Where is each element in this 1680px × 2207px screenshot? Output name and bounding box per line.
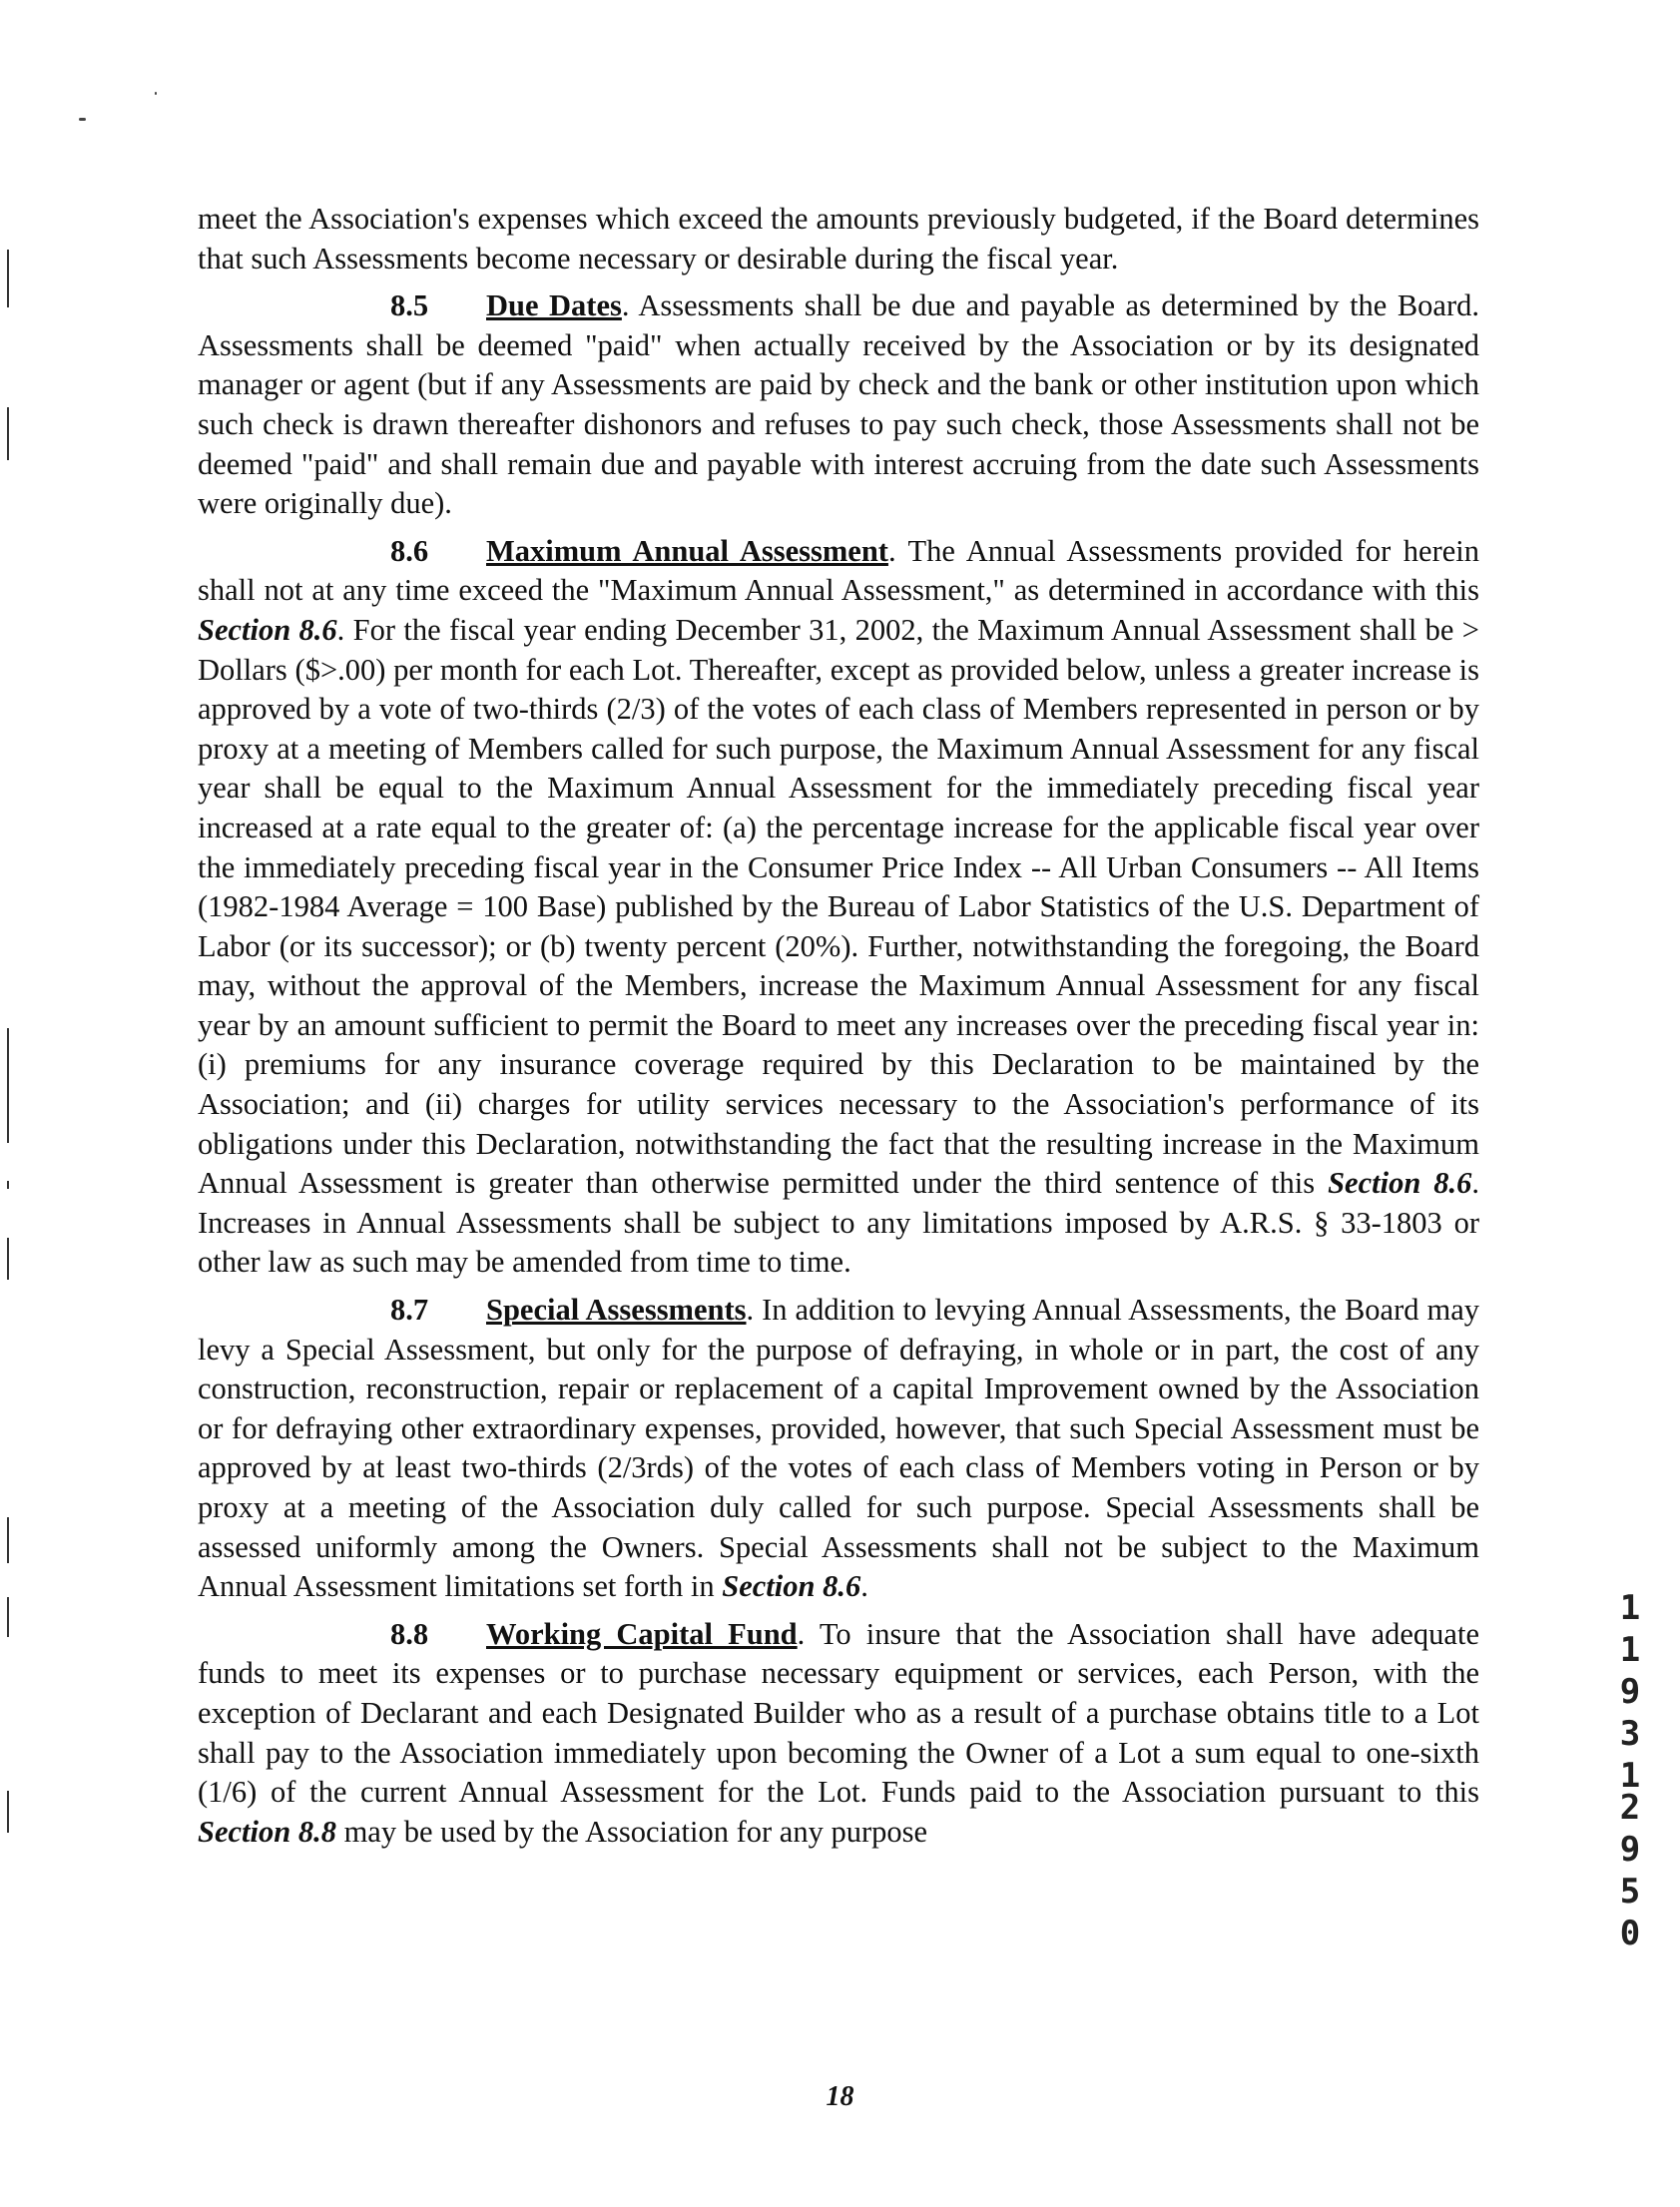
revision-bar xyxy=(7,250,9,307)
scan-speck xyxy=(155,92,157,95)
section-text: . For the fiscal year ending December 31, 2002, the Maximum Annual Assessment shall be > Dollars ($>.00) per month for each Lot. Thereafter, except as provided below, unless a greater increase is approved by a vote of two-thirds (2/3) of the votes of each class of Members represented in person or by proxy at a meeting of Members called for such purpose, the Maximum Annual Assessment for any fiscal year shall be equal to the Maximum Annual Assessment for the immediately preceding fiscal year increased at a rate equal to the greater of: (a) the percentage increase for the applicable fiscal year over the immediately preceding fiscal year in the Consumer Price Index -- All Urban Consumers -- All Items (1982-1984 Average = 100 Base) published by the Bureau of Labor Statistics of the U.S. Department of Labor (or its successor); or (b) twenty percent (20%). Further, notwithstanding the foregoing, the Board may, without the approval of the Members, increase the Maximum Annual Assessment for any fiscal year by an amount sufficient to permit the Board to meet any increases over the preceding fiscal year in: (i) premiums for any insurance coverage required by this Declaration to be maintained by the Association; and (ii) charges for utility services necessary to the Association's performance of its obligations under this Declaration, notwithstanding the fact that the resulting increase in the Maximum Annual Assessment is greater than otherwise permitted under the third sentence of this xyxy=(198,612,1480,1201)
revision-bar xyxy=(7,1791,9,1833)
section-reference: Section 8.8 xyxy=(198,1814,336,1849)
scan-speck xyxy=(79,118,86,121)
section-8-5 xyxy=(198,286,1479,524)
section-text: . To insure that the Association shall have adequate funds to meet its expenses or to purchase necessary equipment or services, each Person, with the exception of Declarant and each Designated Builder who as a result of a purchase obtains title to a Lot shall pay to the Association immediately upon becoming the Owner of a Lot a sum equal to one-sixth (1/6) of the current Annual Assessment for the Lot. Funds paid to the Association pursuant to this xyxy=(198,1616,1479,1810)
page-number: 18 xyxy=(826,2081,854,2112)
revision-bar xyxy=(7,1028,9,1143)
section-heading: Due Dates xyxy=(486,288,622,323)
section-text: . Assessments shall be due and payable as determined by the Board. Assessments shall be deemed "paid" when actually received by the Association or by its designated manager or agent (but if any Assessments are paid by check and the bank or other institution upon which such check is drawn thereafter dishonors and refuses to pay such check, those Assessments shall not be deemed "paid" and shall remain due and payable with interest accruing from the date such Assessments were originally due). xyxy=(198,288,1479,521)
stamp-digit: 1 xyxy=(1619,1588,1641,1628)
section-8-7 xyxy=(198,1291,1479,1607)
section-text: . Increases in Annual Assessments shall be subject to any limitations imposed by A.R.S. § 33-1803 or other law as such may be amended from time to time. xyxy=(198,1166,1479,1280)
stamp-digit: 5 xyxy=(1619,1872,1641,1912)
stamp-digit: 1 xyxy=(1619,1630,1641,1670)
section-reference: Section 8.6 xyxy=(722,1569,861,1604)
stamp-digit: 0 xyxy=(1619,1914,1641,1953)
stamp-digit: 2 xyxy=(1619,1788,1641,1828)
stamp-digit: 9 xyxy=(1619,1672,1641,1712)
stamp-digit: 3 xyxy=(1619,1714,1641,1754)
revision-bar xyxy=(7,1238,9,1280)
section-number: 8.8 xyxy=(390,1616,429,1651)
stamp-digit: 1 xyxy=(1619,1756,1641,1796)
section-number: 8.7 xyxy=(390,1293,429,1328)
section-number: 8.5 xyxy=(390,288,429,323)
revision-bar xyxy=(7,407,9,460)
section-heading: Working Capital Fund xyxy=(486,1616,798,1651)
section-text: . xyxy=(860,1569,868,1604)
revision-bar xyxy=(7,1597,9,1637)
section-text: . In addition to levying Annual Assessments, the Board may levy a Special Assessment, but only for the purpose of defraying, in whole or in part, the cost of any construction, reconstruction, repair or replacement of a capital Improvement owned by the Association or for defraying other extraordinary expenses, provided, however, that such Special Assessment must be approved by at least two-thirds (2/3rds) of the votes of each class of Members voting in Person or by proxy at a meeting of the Association duly called for such purpose. Special Assessments shall be assessed uniformly among the Owners. Special Assessments shall not be subject to the Maximum Annual Assessment limitations set forth in xyxy=(198,1293,1479,1604)
section-text: may be used by the Association for any purpose xyxy=(335,1814,928,1849)
section-heading: Maximum Annual Assessment xyxy=(486,533,888,568)
section-reference: Section 8.6 xyxy=(1328,1166,1472,1201)
section-8-6 xyxy=(198,532,1479,1283)
stamp-digit: 9 xyxy=(1619,1830,1641,1870)
continuation-paragraph xyxy=(198,200,1479,278)
section-8-8 xyxy=(198,1615,1479,1853)
recording-stamp-group-1 xyxy=(1615,1587,1645,1797)
document-body xyxy=(198,200,1479,1860)
paragraph-text: meet the Association's expenses which exceed the amounts previously budgeted, if the Board determines that such Assessments become necessary or desirable during the fiscal year. xyxy=(198,202,1479,276)
section-reference: Section 8.6 xyxy=(198,612,337,647)
revision-bar xyxy=(7,1517,9,1563)
section-text: . The Annual Assessments provided for herein shall not at any time exceed the "Maximum Annual Assessment," as determined in accordance with this xyxy=(198,533,1479,608)
section-heading: Special Assessments xyxy=(486,1293,747,1328)
revision-bar xyxy=(7,1181,9,1189)
recording-stamp-group-2 xyxy=(1615,1787,1645,1954)
section-number: 8.6 xyxy=(390,533,429,568)
